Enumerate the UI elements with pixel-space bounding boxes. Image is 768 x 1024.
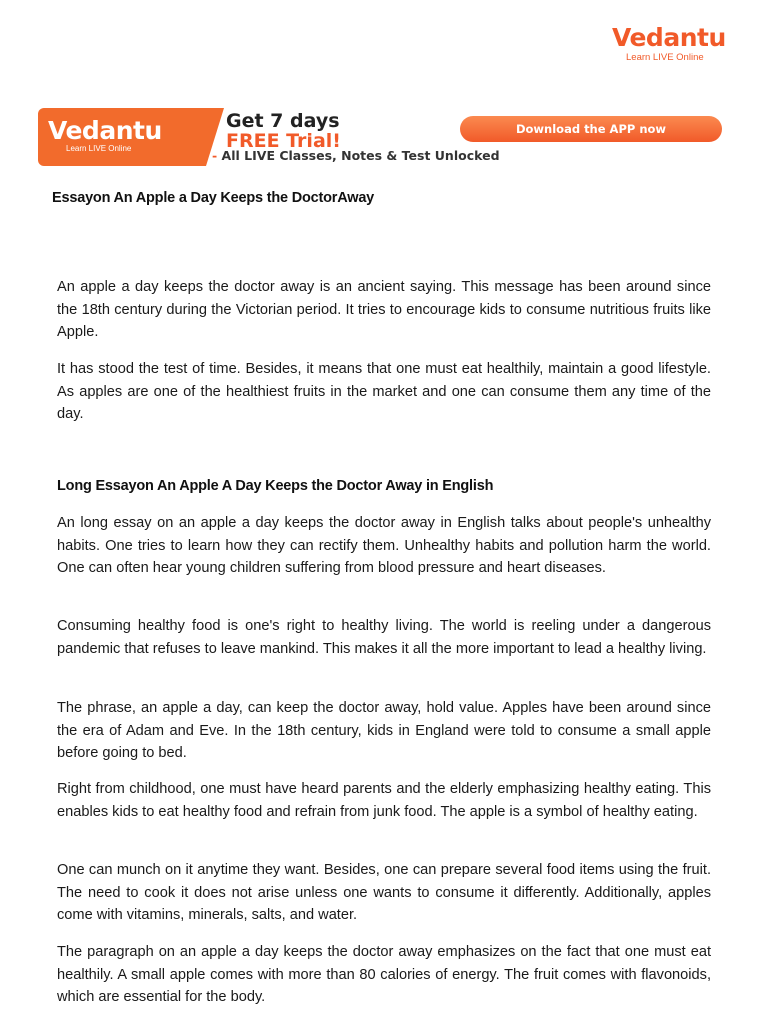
section-title: Long Essayon An Apple A Day Keeps the Doctor Away in English xyxy=(57,478,494,494)
page-title: Essayon An Apple a Day Keeps the DoctorAway xyxy=(52,190,375,206)
banner-subline-dash: - xyxy=(212,148,218,163)
long-paragraph-3: The phrase, an apple a day, can keep the doctor away, hold value. Apples have been around since the era of Adam and Eve. In the 18th century, kids in England were told to consume a small apple before going to bed. xyxy=(57,700,711,761)
banner-message xyxy=(212,108,500,166)
long-paragraph-4: Right from childhood, one must have heard parents and the elderly emphasizing healthy eating. This enables kids to eat healthy food and refrain from junk food. The apple is a symbol of healthy eating. xyxy=(57,781,711,820)
banner-free-trial: FREE Trial! xyxy=(226,130,341,152)
long-paragraph-2: Consuming healthy food is one's right to healthy living. The world is reeling under a dangerous pandemic that refuses to leave mankind. This makes it all the more important to lead a healthy living. xyxy=(57,618,711,657)
long-paragraph-5: One can munch on it anytime they want. Besides, one can prepare several food items using the fruit. The need to cook it does not arise unless one wants to consume it differently. Additionally, apples come with vitamins, minerals, salts, and water. xyxy=(57,862,711,923)
long-paragraph-1: An long essay on an apple a day keeps the doctor away in English talks about people's unhealthy habits. One tries to learn how they can rectify them. Unhealthy habits and pollution harm the world. One can often hear young children suffering from blood pressure and heart diseases. xyxy=(57,515,711,576)
long-paragraph-6: The paragraph on an apple a day keeps the doctor away emphasizes on the fact that one must eat healthily. A small apple comes with more than 80 calories of energy. The fruit comes with flavonoids, which are essential for the body. xyxy=(57,944,711,1005)
intro-paragraph-1: An apple a day keeps the doctor away is an ancient saying. This message has been around since the 18th century during the Victorian period. It tries to encourage kids to consume nutritious fruits like Apple. xyxy=(57,279,711,340)
banner-logo-block xyxy=(38,108,206,166)
logo-brand-text: Vedantu xyxy=(612,23,726,52)
logo-tagline: Learn LIVE Online xyxy=(626,52,704,63)
banner-logo-brand: Vedantu xyxy=(48,116,162,145)
intro-paragraph-2: It has stood the test of time. Besides, it means that one must eat healthily, maintain a good lifestyle. As apples are one of the healthiest fruits in the market and one can consume them any time of the day. xyxy=(57,361,711,422)
banner-subline-text: All LIVE Classes, Notes & Test Unlocked xyxy=(217,148,500,163)
banner-subline xyxy=(212,148,500,163)
banner-headline: Get 7 days xyxy=(226,110,340,132)
free-trial-banner[interactable] xyxy=(38,108,728,166)
banner-logo-tagline: Learn LIVE Online xyxy=(66,144,132,153)
download-app-button[interactable]: Download the APP now xyxy=(460,116,722,142)
vedantu-logo[interactable] xyxy=(612,23,726,72)
